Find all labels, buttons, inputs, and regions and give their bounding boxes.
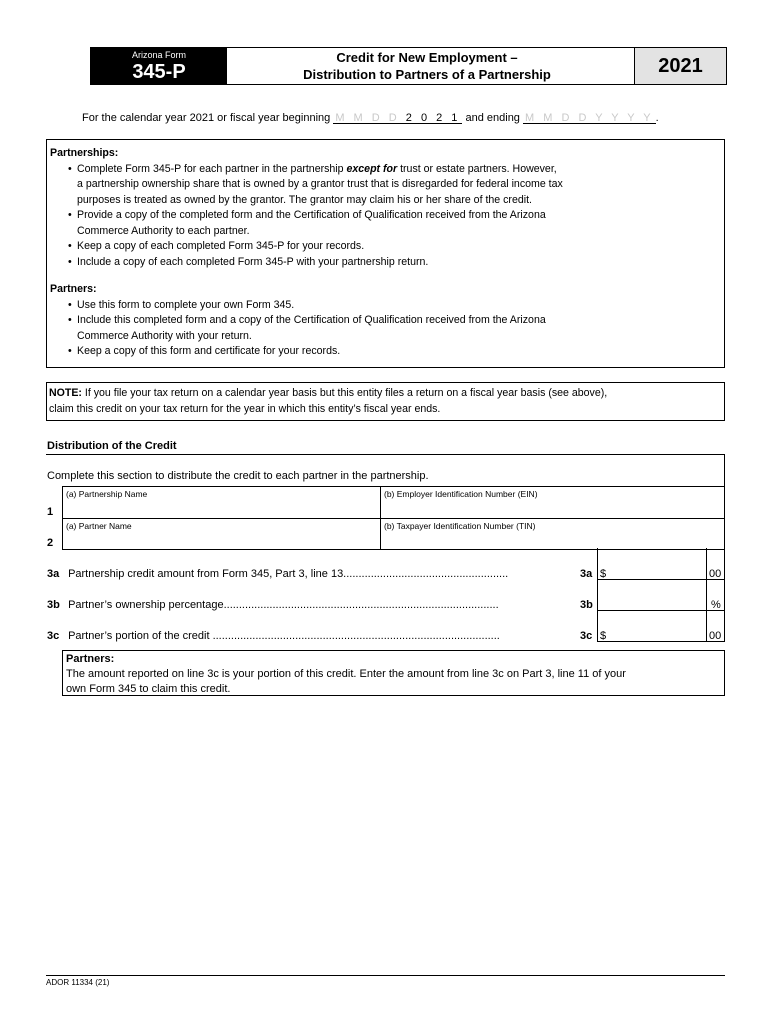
distribution-right-rule (724, 454, 725, 487)
distribution-rule (46, 454, 725, 455)
line-3c-number: 3c (47, 630, 60, 642)
line-3a-number: 3a (47, 568, 60, 580)
note-text-b: claim this credit on your tax return for the year in which this entity’s fiscal year ends. (49, 402, 441, 415)
partner-bullet-3: • Keep a copy of this form and certificate for your records. (50, 344, 724, 360)
line-3a-text: Partnership credit amount from Form 345, Part 3, line 13...................................................... (68, 568, 509, 580)
bullet1-text-b: trust or estate partners. However, (397, 162, 557, 175)
amount-column-left-rule (597, 548, 598, 641)
partners-heading: Partners: (50, 283, 97, 295)
pbullet2-text-a: Include this completed form and a copy of the Certification of Qualification received from the Arizona (77, 314, 546, 326)
tin-field[interactable] (381, 519, 724, 549)
note-box (46, 382, 725, 421)
line-3b-code: 3b (580, 599, 593, 611)
amount-column-right-rule (724, 548, 725, 641)
line-3b (47, 599, 499, 611)
line-3a (47, 568, 508, 580)
grid-divider-horizontal (63, 518, 724, 519)
line-3a-underline (597, 579, 725, 580)
line-3c-amount-input[interactable] (612, 622, 704, 641)
fiscal-end-field[interactable] (523, 112, 656, 124)
line-3b-percentage-input[interactable] (600, 591, 704, 610)
form-title-line2: Distribution to Partners of a Partnership (303, 67, 551, 82)
tax-year-suffix: . (655, 112, 659, 124)
form-label: Arizona Form (131, 50, 186, 60)
fiscal-begin-placeholder: M M D D (335, 112, 400, 125)
partners-note-text-a: The amount reported on line 3c is your portion of this credit. Enter the amount from line 3c on Part 3, line 11 of your (66, 668, 626, 680)
form-year: 2021 (634, 48, 726, 84)
partner-name-label: (a) Partner Name (66, 521, 132, 531)
line-3a-cents: 00 (709, 568, 722, 580)
form-id-block (91, 48, 227, 84)
form-header (90, 47, 727, 85)
pbullet2-text-b: Commerce Authority with your return. (77, 329, 252, 342)
line-3a-amount-input[interactable] (612, 560, 704, 579)
line-3b-text: Partner’s ownership percentage.......................................................................................... (68, 599, 499, 611)
ein-label: (b) Employer Identification Number (EIN) (384, 489, 538, 499)
line-3c-code: 3c (580, 630, 593, 642)
line-3c-underline (597, 641, 725, 642)
tax-year-prefix: For the calendar year 2021 or fiscal year beginning (82, 112, 331, 124)
form-title (227, 48, 627, 84)
distribution-grid (62, 486, 725, 550)
line-3b-percent-sign: % (711, 599, 721, 611)
bullet2-text-b: Commerce Authority to each partner. (77, 224, 250, 237)
line-3c (47, 630, 500, 642)
distribution-title: Distribution of the Credit (47, 440, 177, 452)
bullet1-text-a: Complete Form 345-P for each partner in the partnership (77, 162, 347, 175)
row-number-1: 1 (47, 506, 54, 518)
partnership-bullet-2 (50, 208, 724, 239)
partnership-name-label: (a) Partnership Name (66, 489, 148, 499)
instructions-box (46, 139, 725, 368)
bullet1-text-c: a partnership ownership share that is owned by a grantor trust that is disregarded for federal income tax (77, 178, 563, 190)
line-3a-code: 3a (580, 568, 593, 580)
form-footer-code: ADOR 11334 (21) (46, 978, 110, 987)
footer-rule (46, 975, 725, 976)
fiscal-begin-year: 2 0 2 1 (405, 112, 461, 125)
partnership-bullet-4: • Include a copy of each completed Form 345-P with your partnership return. (50, 255, 724, 271)
tax-year-middle: and ending (465, 112, 520, 124)
partner-name-field[interactable] (63, 519, 380, 549)
form-number: 345-P (132, 61, 186, 83)
partnerships-heading: Partnerships: (50, 147, 119, 159)
partnership-bullet-3: • Keep a copy of each completed Form 345-P for your records. (50, 239, 724, 255)
partner-bullet-1: • Use this form to complete your own Form 345. (50, 298, 724, 314)
ein-field[interactable] (381, 487, 724, 518)
line-3a-dollar: $ (600, 568, 607, 580)
row-number-2: 2 (47, 537, 54, 549)
bullet2-text-a: Provide a copy of the completed form and the Certification of Qualification received from the Arizona (77, 209, 546, 221)
line-3b-number: 3b (47, 599, 60, 611)
line-3b-underline (597, 610, 725, 611)
partnership-bullet-1 (50, 162, 724, 209)
partner-bullet-2 (50, 313, 724, 344)
line-3c-text: Partner’s portion of the credit .............................................................................................. (68, 630, 500, 642)
partnership-name-field[interactable] (63, 487, 380, 518)
fiscal-begin-field[interactable] (333, 112, 462, 124)
partners-note-text-b: own Form 345 to claim this credit. (66, 683, 231, 695)
line-3c-dollar: $ (600, 630, 607, 642)
cents-column-rule (706, 548, 707, 641)
fiscal-end-placeholder: M M D D Y Y Y Y (525, 112, 654, 125)
partners-note-heading: Partners: (66, 653, 115, 665)
tin-label: (b) Taxpayer Identification Number (TIN) (384, 521, 536, 531)
bullet1-emphasis: except for (346, 162, 398, 175)
form-title-line1: Credit for New Employment – (336, 50, 518, 65)
tax-year-line (82, 112, 659, 124)
note-label: NOTE: (49, 387, 82, 399)
bullet1-text-d: purposes is treated as owned by the grantor. The grantor may claim his or her share of the credit. (77, 193, 532, 206)
line-3c-cents: 00 (709, 630, 722, 642)
partners-note-box (62, 650, 725, 696)
note-text-a: If you file your tax return on a calendar year basis but this entity files a return on a fiscal year basis (see above), (81, 387, 608, 399)
distribution-instruction: Complete this section to distribute the credit to each partner in the partnership. (47, 470, 429, 482)
